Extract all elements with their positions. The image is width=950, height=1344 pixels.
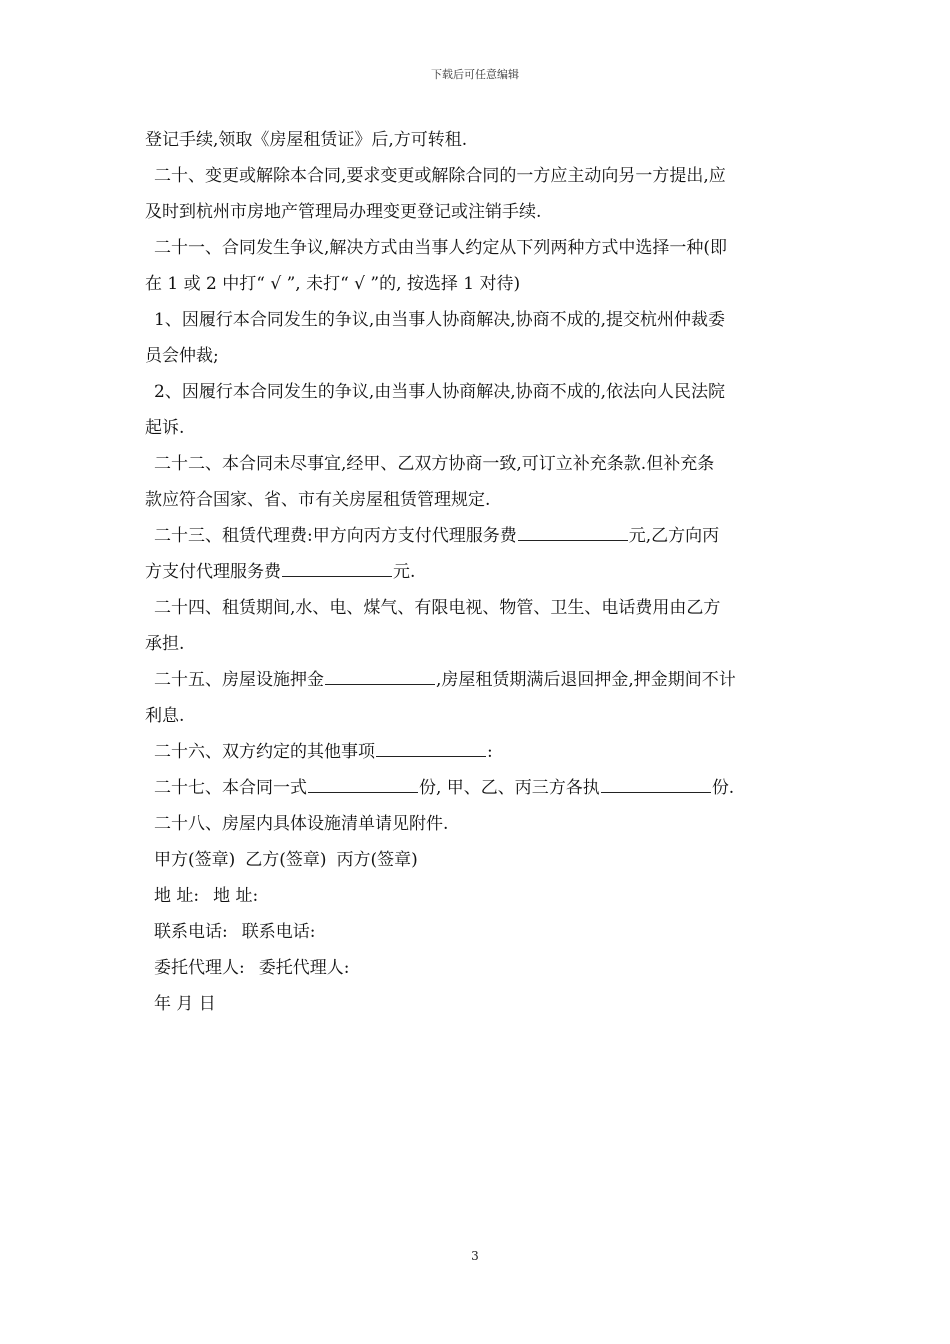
clause-26-line: [145, 734, 810, 770]
fill-in-blank[interactable]: [601, 775, 711, 793]
agent-label-a: 委托代理人:: [154, 958, 245, 978]
clause-21-line-1: 二十一、合同发生争议,解决方式由当事人约定从下列两种方式中选择一种(即: [154, 238, 728, 258]
address-label-a: 地 址:: [154, 886, 200, 906]
option-2-line-2: 起诉.: [145, 418, 185, 438]
clause-23-text-d: 元.: [393, 562, 416, 582]
signature-parties: [145, 842, 810, 878]
signature-date: 年 月 日: [154, 994, 216, 1014]
signature-agent: [145, 950, 810, 986]
clause-27-text-a: 二十七、本合同一式: [154, 778, 307, 798]
clause-28-line: 二十八、房屋内具体设施清单请见附件.: [154, 814, 449, 834]
fill-in-blank[interactable]: [282, 559, 392, 577]
party-b-seal: 乙方(签章): [245, 850, 327, 870]
fill-in-blank[interactable]: [376, 739, 486, 757]
clause-25-line-1: [145, 662, 810, 698]
clause-21-line-2: 在 1 或 2 中打“ √ ”, 未打“ √ ”的, 按选择 1 对待): [145, 274, 521, 294]
fill-in-blank[interactable]: [325, 667, 435, 685]
fill-in-blank[interactable]: [308, 775, 418, 793]
clause-25-text-a: 二十五、房屋设施押金: [154, 670, 324, 690]
agent-label-b: 委托代理人:: [258, 958, 350, 978]
clause-24-line-2: 承担.: [145, 634, 185, 654]
clause-22-line-1: 二十二、本合同未尽事宜,经甲、乙双方协商一致,可订立补充条款.但补充条: [154, 454, 715, 474]
clause-27-text-c: 份.: [711, 778, 735, 798]
contract-body: [145, 122, 810, 1022]
phone-label-b: 联系电话:: [241, 922, 316, 942]
party-a-seal: 甲方(签章): [154, 850, 236, 870]
clause-23-line-2: [145, 554, 810, 590]
page-number: 3: [471, 1249, 479, 1263]
clause-20-line-1: 二十、变更或解除本合同,要求变更或解除合同的一方应主动向另一方提出,应: [154, 166, 726, 186]
clause-27-text-b: 份, 甲、乙、丙三方各执: [419, 778, 600, 798]
signature-phone: [145, 914, 810, 950]
clause-27-line: [145, 770, 810, 806]
clause-23-text-a: 二十三、租赁代理费:甲方向丙方支付代理服务费: [154, 526, 517, 546]
clause-26-text-a: 二十六、双方约定的其他事项: [154, 742, 375, 762]
clause-25-line-2: 利息.: [145, 706, 185, 726]
phone-label-a: 联系电话:: [154, 922, 228, 942]
address-label-b: 地 址:: [213, 886, 259, 906]
clause-23-line-1: [145, 518, 810, 554]
page-header: 下载后可任意编辑: [431, 68, 519, 81]
clause-23-text-c: 方支付代理服务费: [145, 562, 281, 582]
clause-22-line-2: 款应符合国家、省、市有关房屋租赁管理规定.: [145, 490, 491, 510]
clause-19-continued: 登记手续,领取《房屋租赁证》后,方可转租.: [145, 130, 468, 150]
option-1-line-2: 员会仲裁;: [145, 346, 219, 366]
fill-in-blank[interactable]: [518, 523, 628, 541]
signature-address: [145, 878, 810, 914]
clause-23-text-b: 元,乙方向丙: [628, 526, 720, 546]
option-1-line-1: 1、因履行本合同发生的争议,由当事人协商解决,协商不成的,提交杭州仲裁委: [154, 310, 726, 330]
clause-24-line-1: 二十四、租赁期间,水、电、煤气、有限电视、物管、卫生、电话费用由乙方: [154, 598, 721, 618]
clause-25-text-b: ,房屋租赁期满后退回押金,押金期间不计: [436, 670, 736, 690]
option-2-line-1: 2、因履行本合同发生的争议,由当事人协商解决,协商不成的,依法向人民法院: [154, 382, 726, 402]
clause-26-text-b: :: [487, 742, 493, 762]
party-c-seal: 丙方(签章): [336, 850, 418, 870]
clause-20-line-2: 及时到杭州市房地产管理局办理变更登记或注销手续.: [145, 202, 542, 222]
